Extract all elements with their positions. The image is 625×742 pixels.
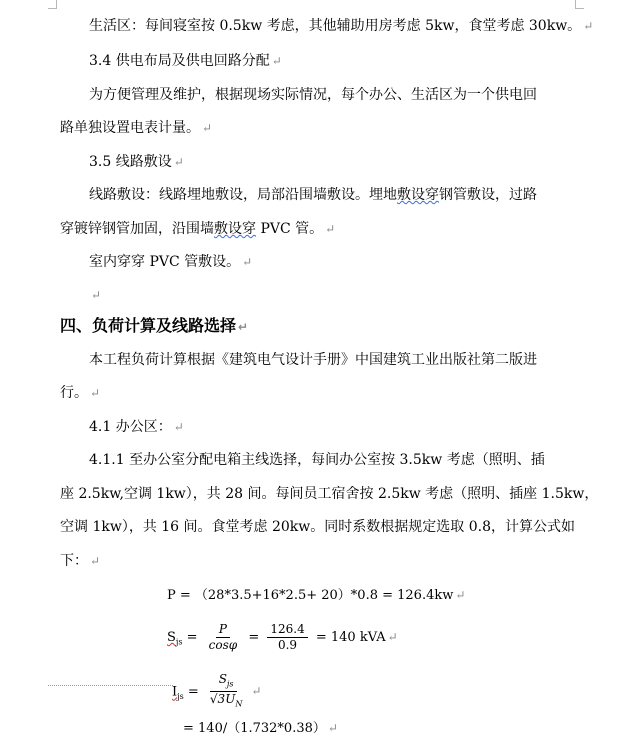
paragraph-mark-icon: ↵ [173,155,184,169]
fraction-value: $\frac{126.4}{0.9}$ [267,622,307,653]
formula-current: $I_{js}$ = $\frac{S_{js}}{√3U_N}$ ↵ [172,672,261,714]
paragraph-mark-icon: ↵ [455,588,466,602]
paragraph-4-1-1-line4: 下： ↵ [60,553,101,569]
paragraph-3-4-line2: 路单独设置电表计量。 ↵ [60,120,213,136]
paragraph-mark-icon: ↵ [242,255,253,269]
paragraph-mark-icon: ↵ [173,420,184,434]
formula-power: P = （28*3.5+16*2.5+ 20）*0.8 = 126.4kw ↵ [167,588,466,603]
formula-apparent-power: $S_{js}$ = $\frac{P}{\cos\varphi}$ = $\frac{126.4}{0.9}$ = 140 kVA ↵ [167,622,398,652]
section-3-5-title: 3.5 线路敷设 ↵ [89,154,184,170]
fraction-p-over-cos: $\frac{P}{\cos\varphi}$ [208,622,238,652]
section-4-1-title: 4.1 办公区： ↵ [89,419,184,435]
paragraph-3-5-line2: 穿镀锌钢管加固，沿围墙敷设穿 PVC 管。 ↵ [60,221,336,237]
paragraph-mark-icon: ↵ [251,684,262,699]
heading-4: 四、负荷计算及线路选择 ↵ [60,316,249,335]
paragraph-mark-icon: ↵ [90,386,101,400]
paragraph-mark-icon: ↵ [271,54,282,68]
paragraph-4-line2: 行。 ↵ [60,385,101,401]
paragraph-mark-icon: ↵ [91,288,102,302]
paragraph-3-5-line1: 线路敷设：线路埋地敷设，局部沿围墙敷设。埋地敷设穿钢管敷设，过路 [89,187,537,203]
empty-paragraph [89,285,101,305]
paragraph-4-line1: 本工程负荷计算根据《建筑电气设计手册》中国建筑工业出版社第二版进 [89,352,537,368]
spellcheck-underline: 敷设穿 [214,221,256,237]
paragraph-mark-icon: ↵ [387,630,398,644]
paragraph-4-1-1-line3: 空调 1kw），共 16 间。食堂考虑 20kw。同时系数根据规定选取 0.8，计算公式如 [60,519,575,535]
fraction-s-over-root3u: $\frac{S_{js}}{√3U_N}$ [209,672,243,709]
paragraph-living-area: 生活区：每间寝室按 0.5kw 考虑，其他辅助用房考虑 5kw，食堂考虑 30kw。 ↵ [89,18,594,34]
paragraph-mark-icon: ↵ [238,320,249,334]
formula-current-value: = 140/（1.732*0.38） ↵ [183,721,338,736]
dotted-leader-line [48,685,173,686]
paragraph-mark-icon: ↵ [90,554,101,568]
paragraph-4-1-1-line1: 4.1.1 至办公室分配电箱主线选择，每间办公室按 3.5kw 考虑（照明、插 [89,452,545,468]
paragraph-mark-icon: ↵ [325,222,336,236]
paragraph-mark-icon: ↵ [583,19,594,33]
paragraph-3-5-indoor: 室内穿穿 PVC 管敷设。 ↵ [89,254,253,270]
crop-mark-top-right [575,0,584,9]
section-3-4-title: 3.4 供电布局及供电回路分配 ↵ [89,53,282,69]
paragraph-4-1-1-line2: 座 2.5kw,空调 1kw），共 28 间。每间员工宿舍按 2.5kw 考虑（照明、插座 1.5kw， [60,486,599,502]
crop-mark-top-left [48,0,57,9]
paragraph-3-4-line1: 为方便管理及维护，根据现场实际情况，每个办公、生活区为一个供电回 [89,87,537,103]
paragraph-mark-icon: ↵ [202,121,213,135]
spellcheck-underline: 敷设穿 [397,187,439,203]
paragraph-mark-icon: ↵ [327,721,338,735]
